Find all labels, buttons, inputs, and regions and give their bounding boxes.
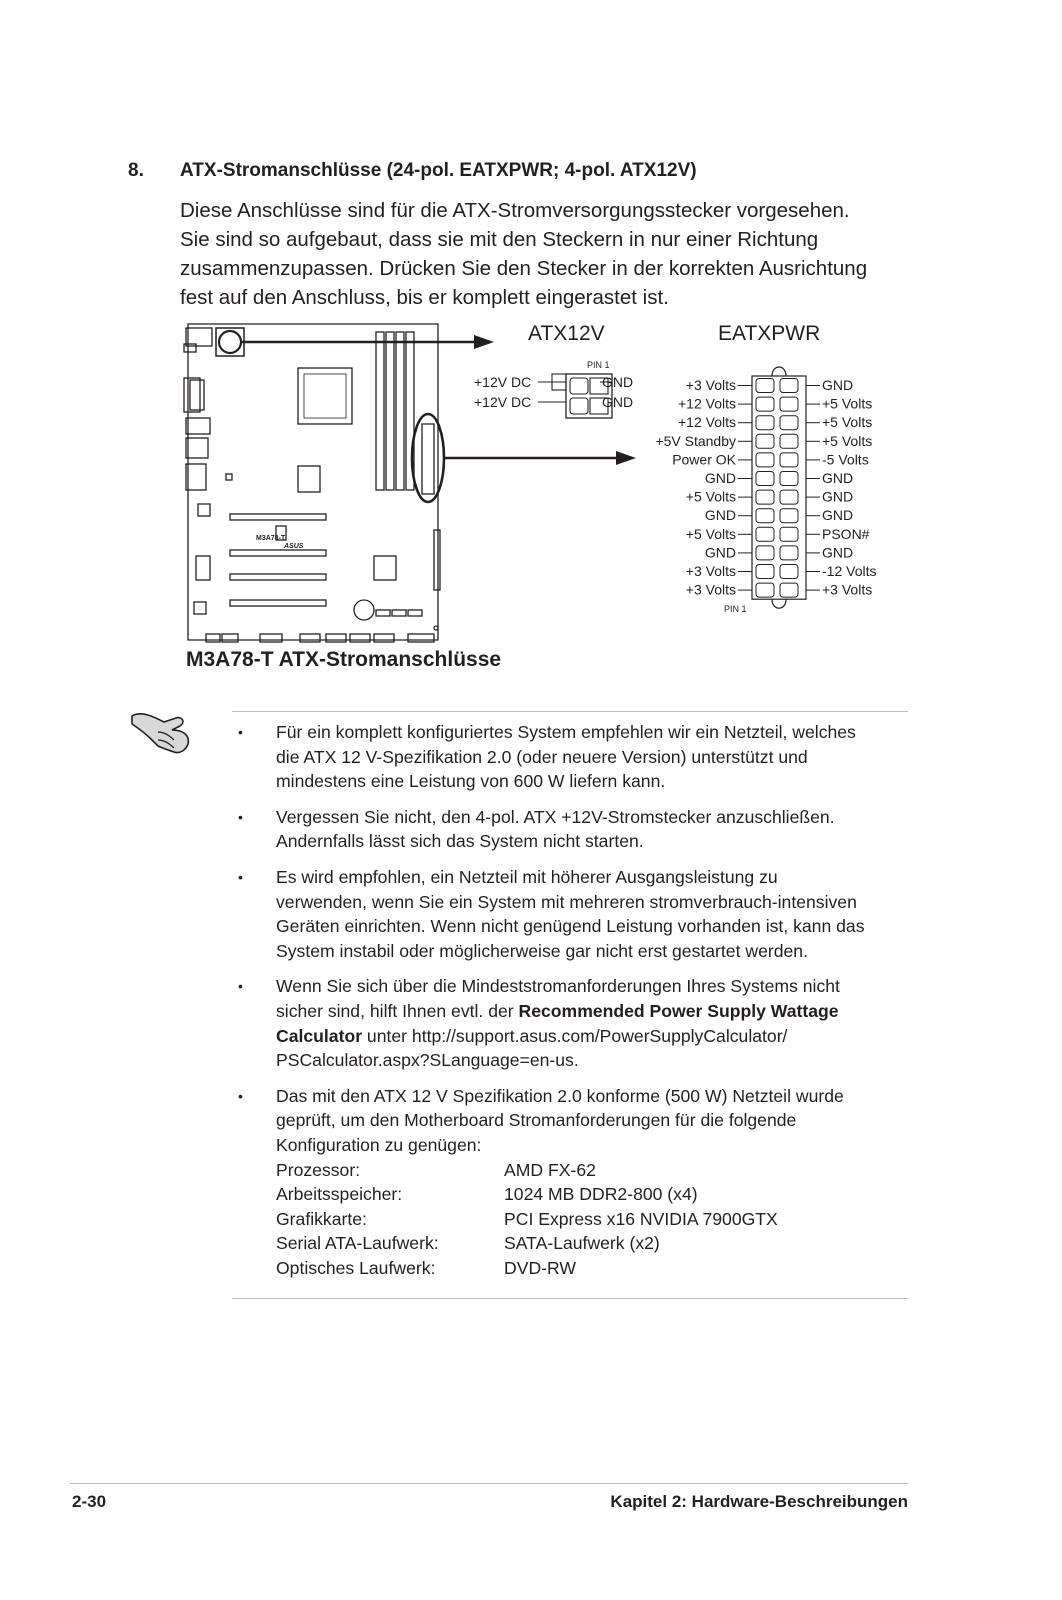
note-line: Das mit den ATX 12 V Spezifikation 2.0 konforme (500 W) Netzteil wurde	[276, 1085, 844, 1106]
connector-pin	[756, 434, 774, 448]
note-line	[276, 1024, 922, 1049]
note-line: Konfiguration zu genügen:	[276, 1134, 482, 1155]
motherboard-illustration	[184, 324, 444, 642]
config-key: Grafikkarte:	[276, 1208, 367, 1229]
intro-line: Sie sind so aufgebaut, dass sie mit den Steckern in nur einer Richtung	[180, 228, 819, 251]
eatxpwr-pin-label: PSON#	[822, 525, 870, 542]
connector-latch	[772, 367, 786, 376]
connector-latch	[772, 599, 786, 608]
section-number: 8.	[128, 160, 144, 181]
config-key: Prozessor:	[276, 1159, 361, 1180]
config-value: AMD FX-62	[504, 1159, 596, 1180]
note-line: Wenn Sie sich über die Mindeststromanforderungen Ihres Systems nicht	[276, 976, 840, 997]
atx12v-title: ATX12V	[528, 322, 605, 345]
config-row	[276, 1182, 922, 1207]
bullet-icon: •	[238, 808, 243, 825]
atx12v-pin-label: GND	[602, 394, 634, 410]
note-line: verwenden, wenn Sie ein System mit mehreren stromverbrauch-intensiven	[276, 891, 857, 912]
intro-line: Diese Anschlüsse sind für die ATX-Stromversorgungsstecker vorgesehen.	[180, 199, 850, 222]
calculator-name: Recommended Power Supply Wattage	[518, 1000, 839, 1021]
config-key: Serial ATA-Laufwerk:	[276, 1233, 439, 1254]
connector-pin	[780, 490, 798, 504]
atx12v-pin1-label: PIN 1	[587, 360, 610, 370]
connector-pin	[756, 379, 774, 393]
eatxpwr-pin-label: GND	[822, 488, 854, 505]
note-line: Für ein komplett konfiguriertes System empfehlen wir ein Netzteil, welches	[276, 722, 856, 742]
eatxpwr-pin-label: +3 Volts	[685, 563, 736, 579]
config-row	[276, 1231, 922, 1256]
footer-divider	[70, 1483, 908, 1484]
connector-pin	[756, 583, 774, 597]
connector-pin	[756, 509, 774, 523]
connector-pin	[756, 416, 774, 430]
config-row	[276, 1207, 922, 1232]
note-line: System instabil oder möglicherweise gar nicht erst gestartet werden.	[276, 940, 808, 961]
eatxpwr-pin-label: GND	[704, 507, 736, 524]
connector-pin	[756, 546, 774, 560]
eatxpwr-connector	[655, 367, 876, 614]
board-logo: ASUS	[284, 543, 304, 550]
eatxpwr-pin-label: +5 Volts	[685, 488, 736, 505]
eatxpwr-pin-label: GND	[822, 470, 854, 486]
note-line: die ATX 12 V-Spezifikation 2.0 (oder neuere Version) unterstützt und	[276, 746, 808, 767]
eatxpwr-title: EATXPWR	[718, 322, 821, 345]
note-line: Andernfalls lässt sich das System nicht starten.	[276, 831, 644, 852]
eatxpwr-pin-label: +5 Volts	[822, 395, 873, 412]
section-title: ATX-Stromanschlüsse (24-pol. EATXPWR; 4-pol. ATX12V)	[180, 160, 697, 181]
eatxpwr-pin-label: GND	[704, 470, 736, 486]
connector-pin	[756, 565, 774, 579]
connector-pin	[756, 397, 774, 411]
eatxpwr-pin-label: GND	[822, 544, 854, 561]
config-value: PCI Express x16 NVIDIA 7900GTX	[504, 1208, 778, 1229]
eatxpwr-pin-label: Power OK	[672, 451, 736, 468]
eatxpwr-pin-label: GND	[822, 377, 854, 393]
atx12v-pin-label: +12V DC	[474, 374, 532, 390]
connector-pin	[780, 546, 798, 560]
eatxpwr-pin-label: GND	[704, 544, 736, 561]
eatxpwr-pin-label: +3 Volts	[685, 581, 736, 598]
bullet-icon: •	[238, 724, 243, 740]
intro-line: zusammenzupassen. Drücken Sie den Stecker in der korrekten Ausrichtung	[180, 257, 868, 280]
power-connector-diagram	[180, 318, 880, 688]
eatxpwr-pin-label: -12 Volts	[822, 563, 877, 579]
list-item	[232, 974, 922, 1072]
eatxpwr-pin-label: +5 Volts	[822, 414, 873, 431]
connector-pin	[780, 416, 798, 430]
note-line: Geräten einrichten. Wenn nicht genügend Leistung vorhanden ist, kann das	[276, 916, 865, 937]
eatxpwr-pin-label: +3 Volts	[685, 377, 736, 393]
config-value: 1024 MB DDR2-800 (x4)	[504, 1184, 698, 1205]
eatxpwr-pin-label: +12 Volts	[678, 395, 736, 412]
note-line: Vergessen Sie nicht, den 4-pol. ATX +12V-Stromstecker anzuschließen.	[276, 806, 835, 827]
intro-line: fest auf den Anschluss, bis er komplett eingerastet ist.	[180, 286, 669, 309]
eatxpwr-pin-label: +3 Volts	[822, 581, 873, 598]
eatxpwr-pin-label: +5V Standby	[655, 432, 736, 449]
board-label: M3A78-T	[256, 535, 286, 542]
connector-pin	[780, 397, 798, 411]
connector-pin	[756, 472, 774, 486]
atx12v-pin-label: GND	[602, 374, 634, 390]
config-value: DVD-RW	[504, 1257, 576, 1278]
intro-paragraph	[180, 196, 920, 312]
list-item	[232, 720, 922, 794]
connector-pin	[780, 583, 798, 597]
note-line: Es wird empfohlen, ein Netzteil mit höherer Ausgangsleistung zu	[276, 866, 778, 887]
pointer-arrows	[242, 335, 636, 465]
config-key: Arbeitsspeicher:	[276, 1184, 403, 1205]
list-item	[232, 1084, 922, 1281]
calculator-url: unter http://support.asus.com/PowerSupplyCalculator/	[362, 1025, 788, 1046]
notes-list	[232, 720, 922, 1291]
connector-pin	[780, 379, 798, 393]
note-bottom-divider	[232, 1298, 908, 1299]
connector-pin	[756, 490, 774, 504]
connector-pin	[780, 565, 798, 579]
bullet-icon: •	[238, 868, 243, 885]
connector-pin	[780, 509, 798, 523]
config-row	[276, 1256, 922, 1281]
connector-pin	[756, 453, 774, 467]
note-line: geprüft, um den Motherboard Stromanforderungen für die folgende	[276, 1110, 797, 1131]
config-row	[276, 1158, 922, 1183]
page-number: 2-30	[72, 1492, 107, 1511]
eatxpwr-pin-label: -5 Volts	[822, 451, 869, 468]
eatxpwr-pin1-label: PIN 1	[724, 604, 747, 614]
connector-pin	[780, 434, 798, 448]
chapter-title: Kapitel 2: Hardware-Beschreibungen	[610, 1492, 908, 1511]
note-text: sicher sind, hilft Ihnen evtl. der	[276, 1000, 519, 1021]
connector-pin	[780, 453, 798, 467]
bullet-icon: •	[238, 978, 243, 995]
pointing-hand-icon	[128, 700, 198, 770]
diagram-caption: M3A78-T ATX-Stromanschlüsse	[186, 648, 502, 671]
atx12v-pin-label: +12V DC	[474, 394, 532, 410]
note-line: PSCalculator.aspx?SLanguage=en-us.	[276, 1050, 579, 1071]
eatxpwr-pin-label: +12 Volts	[678, 414, 736, 431]
list-item	[232, 805, 922, 854]
eatxpwr-pin-label: +5 Volts	[685, 525, 736, 542]
note-top-divider	[232, 711, 908, 712]
eatxpwr-pin-label: +5 Volts	[822, 432, 873, 449]
connector-pin	[780, 472, 798, 486]
note-line: mindestens eine Leistung von 600 W liefern kann.	[276, 771, 666, 792]
atx12v-connector	[474, 360, 633, 418]
connector-pin	[756, 527, 774, 541]
bullet-icon: •	[238, 1087, 243, 1104]
config-key: Optisches Laufwerk:	[276, 1257, 436, 1278]
list-item	[232, 865, 922, 963]
note-line	[276, 999, 922, 1024]
connector-pin	[780, 527, 798, 541]
calculator-name: Calculator	[276, 1025, 363, 1046]
config-value: SATA-Laufwerk (x2)	[504, 1233, 660, 1254]
eatxpwr-pin-label: GND	[822, 507, 854, 524]
